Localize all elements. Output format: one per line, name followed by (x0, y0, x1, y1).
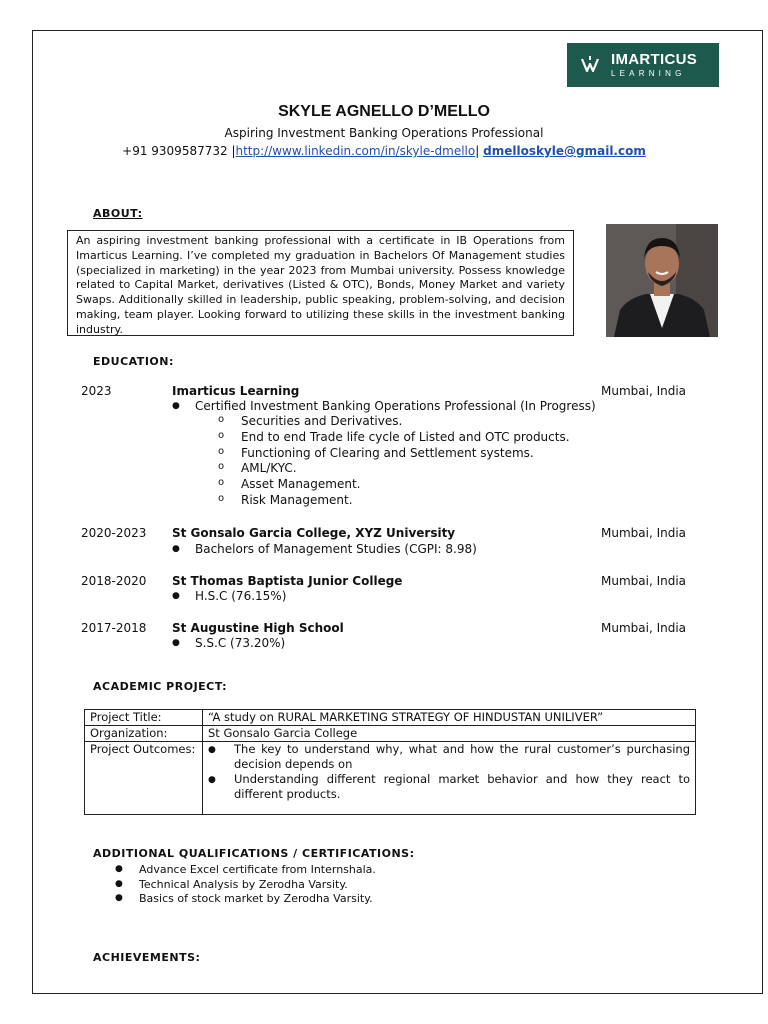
education-institution: St Augustine High School (172, 621, 344, 635)
education-location: Mumbai, India (601, 574, 687, 588)
education-bullet-text: Certified Investment Banking Operations Professional (In Progress) (195, 399, 596, 413)
table-row (85, 742, 696, 815)
academic-project-heading: ACADEMIC PROJECT: (93, 680, 228, 693)
education-institution: St Thomas Baptista Junior College (172, 574, 403, 588)
education-year: 2020-2023 (81, 526, 147, 540)
sub-bullet-icon: o (218, 446, 225, 457)
logo-brand-text: IMARTICUS (611, 51, 698, 68)
qualification-text: Advance Excel certificate from Internshala. (139, 863, 376, 876)
sub-bullet-icon: o (218, 477, 225, 488)
qualifications-heading: ADDITIONAL QUALIFICATIONS / CERTIFICATIONS: (93, 847, 415, 860)
phone-number: +91 9309587732 | (122, 144, 236, 158)
sub-bullet-icon: o (218, 461, 225, 472)
bullet-icon: ● (172, 401, 180, 411)
sub-bullet-icon: o (218, 414, 225, 425)
imarticus-logo-icon (579, 54, 601, 76)
education-institution: St Gonsalo Garcia College, XYZ University (172, 526, 456, 540)
list-item (115, 878, 348, 891)
linkedin-link[interactable]: http://www.linkedin.com/in/skyle-dmello (235, 144, 476, 158)
education-subitem (218, 493, 353, 507)
outcome-text: Understanding different regional market behavior and how they react to different products. (234, 772, 690, 801)
bullet-icon: ● (115, 893, 123, 903)
education-subitem-text: End to end Trade life cycle of Listed and OTC products. (241, 430, 570, 444)
education-subitem-text: Asset Management. (241, 477, 361, 491)
education-subitem-text: Risk Management. (241, 493, 353, 507)
profile-photo-illustration (606, 224, 718, 337)
project-outcomes-list (208, 742, 690, 802)
education-subitem-text: Securities and Derivatives. (241, 414, 403, 428)
education-bullet (172, 542, 477, 556)
education-subitem (218, 461, 297, 475)
education-location: Mumbai, India (601, 526, 687, 540)
bullet-icon: ● (208, 775, 216, 785)
logo-sub-text: LEARNING (611, 69, 686, 78)
education-year: 2018-2020 (81, 574, 147, 588)
education-bullet (172, 399, 596, 413)
table-row (85, 726, 696, 742)
outcome-text: The key to understand why, what and how the rural customer’s purchasing decision depends on (234, 742, 690, 771)
company-logo (567, 43, 719, 87)
education-bullet-text: H.S.C (76.15%) (195, 589, 287, 603)
project-title-label: Project Title: (85, 710, 203, 726)
education-subitem (218, 414, 402, 428)
profile-photo (606, 224, 718, 337)
list-item (115, 892, 373, 905)
education-subitem-text: Functioning of Clearing and Settlement systems. (241, 446, 534, 460)
contact-line (0, 144, 768, 158)
bullet-icon: ● (115, 864, 123, 874)
list-item (208, 742, 690, 772)
education-subitem (218, 446, 534, 460)
list-item (115, 863, 376, 876)
education-subitem (218, 477, 360, 491)
education-institution: Imarticus Learning (172, 384, 300, 398)
education-heading: EDUCATION: (93, 355, 174, 368)
bullet-icon: ● (172, 591, 180, 601)
sub-bullet-icon: o (218, 430, 225, 441)
candidate-headline: Aspiring Investment Banking Operations Professional (224, 126, 544, 140)
list-item (208, 772, 690, 802)
about-text-box (67, 230, 574, 336)
education-subitem-text: AML/KYC. (241, 461, 297, 475)
bullet-icon: ● (172, 638, 180, 648)
education-bullet-text: S.S.C (73.20%) (195, 636, 286, 650)
project-title-value: “A study on RURAL MARKETING STRATEGY OF HINDUSTAN UNILIVER” (203, 710, 696, 726)
bullet-icon: ● (172, 544, 180, 554)
project-table (84, 709, 696, 815)
email-link[interactable]: dmelloskyle@gmail.com (483, 144, 646, 158)
education-bullet (172, 636, 285, 650)
qualification-text: Technical Analysis by Zerodha Varsity. (139, 878, 348, 891)
education-subitem (218, 430, 570, 444)
achievements-heading: ACHIEVEMENTS: (93, 951, 201, 964)
organization-label: Organization: (85, 726, 203, 742)
table-row (85, 710, 696, 726)
education-year: 2017-2018 (81, 621, 147, 635)
education-bullet-text: Bachelors of Management Studies (CGPI: 8.98) (195, 542, 477, 556)
candidate-name: SKYLE AGNELLO D’MELLO (278, 103, 490, 120)
sub-bullet-icon: o (218, 493, 225, 504)
education-bullet (172, 589, 286, 603)
project-outcomes-label: Project Outcomes: (85, 742, 203, 815)
about-heading: ABOUT: (93, 207, 143, 220)
bullet-icon: ● (208, 745, 216, 755)
about-text: An aspiring investment banking professional with a certificate in IB Operations from Imarticus Learning. I’ve completed my graduation in Bachelors Of Management studies (specialized in marketing) in the year 2023 from Mumbai university. Possess knowledge related to Capital Market, derivatives (Listed & OTC), Bonds, Money Market and variety Swaps. Additionally skilled in leadership, public speaking, problem-solving, and decision making, team player. Looking forward to utilizing these skills in the investment banking industry. (76, 234, 565, 336)
education-location: Mumbai, India (601, 384, 687, 398)
project-outcomes-cell (203, 742, 696, 815)
contact-separator: | (475, 144, 480, 158)
qualification-text: Basics of stock market by Zerodha Varsity. (139, 892, 373, 905)
education-location: Mumbai, India (601, 621, 687, 635)
education-year: 2023 (81, 384, 112, 398)
bullet-icon: ● (115, 879, 123, 889)
organization-value: St Gonsalo Garcia College (203, 726, 696, 742)
